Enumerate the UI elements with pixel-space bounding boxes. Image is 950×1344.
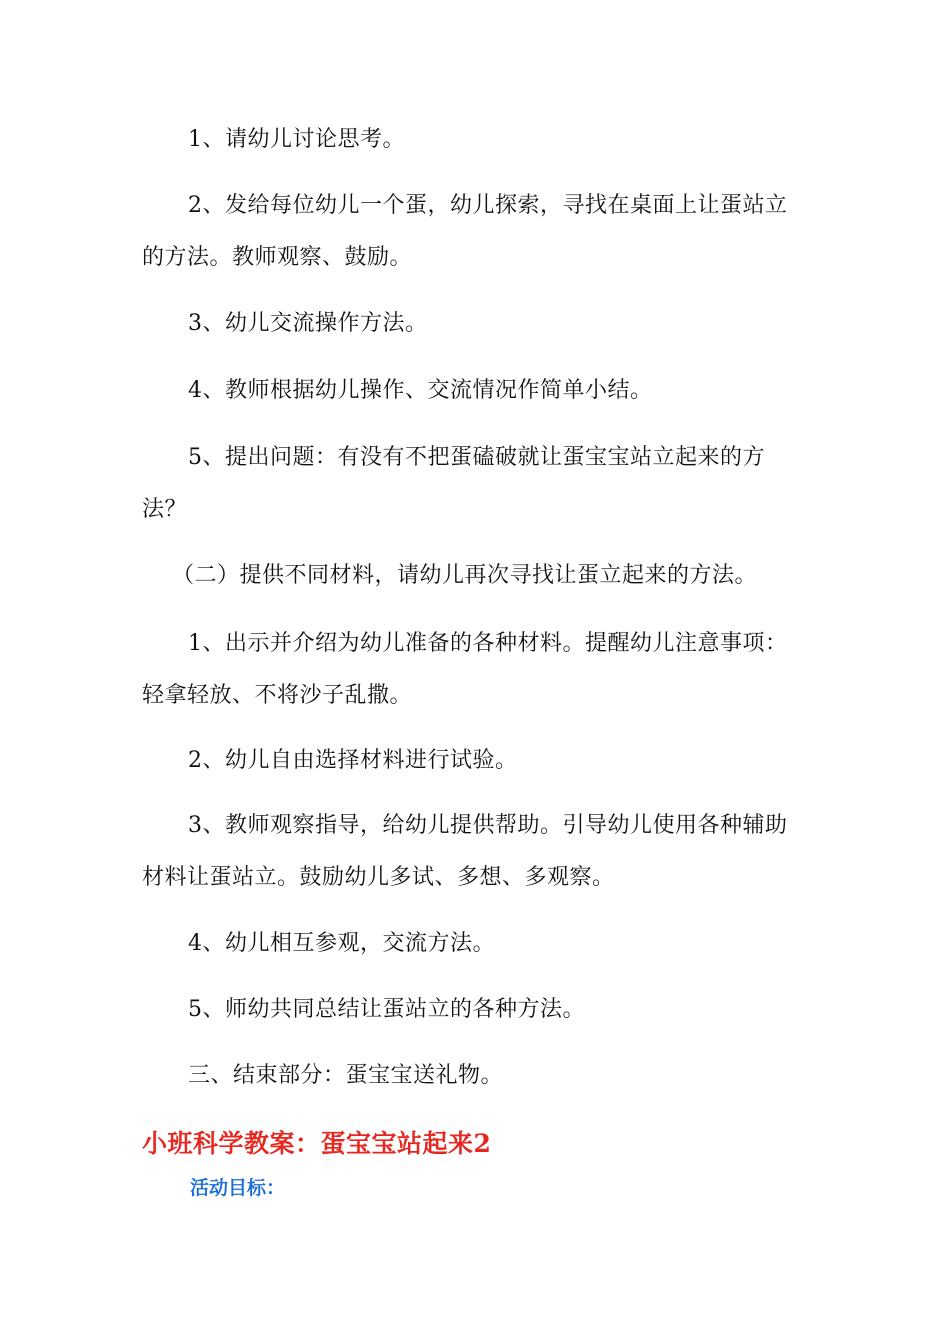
activity-goals-heading: 活动目标： xyxy=(190,1177,286,1199)
paragraph-part-two: （二）提供不同材料，请幼儿再次寻找让蛋立起来的方法。 xyxy=(172,563,758,588)
paragraph-step-3: 3、幼儿交流操作方法。 xyxy=(188,311,428,336)
paragraph-materials-1: 1、出示并介绍为幼儿准备的各种材料。提醒幼儿注意事项：轻拿轻放、不将沙子乱撒。 xyxy=(142,631,788,708)
paragraph-materials-4: 4、幼儿相互参观，交流方法。 xyxy=(188,931,495,956)
paragraph-materials-3: 3、教师观察指导，给幼儿提供帮助。引导幼儿使用各种辅助材料让蛋站立。鼓励幼儿多试、多想、多观察。 xyxy=(142,813,788,890)
paragraph-step-2: 2、发给每位幼儿一个蛋，幼儿探索，寻找在桌面上让蛋站立的方法。教师观察、鼓励。 xyxy=(142,193,788,270)
paragraph-step-5: 5、提出问题：有没有不把蛋磕破就让蛋宝宝站立起来的方法？ xyxy=(142,445,765,522)
paragraph-part-three: 三、结束部分：蛋宝宝送礼物。 xyxy=(188,1063,504,1088)
paragraph-step-4: 4、教师根据幼儿操作、交流情况作简单小结。 xyxy=(188,378,653,403)
paragraph-materials-2: 2、幼儿自由选择材料进行试验。 xyxy=(188,748,518,773)
paragraph-materials-5: 5、师幼共同总结让蛋站立的各种方法。 xyxy=(188,997,585,1022)
paragraph-step-1: 1、请幼儿讨论思考。 xyxy=(188,127,405,152)
section-title: 小班科学教案：蛋宝宝站起来2 xyxy=(142,1129,492,1158)
